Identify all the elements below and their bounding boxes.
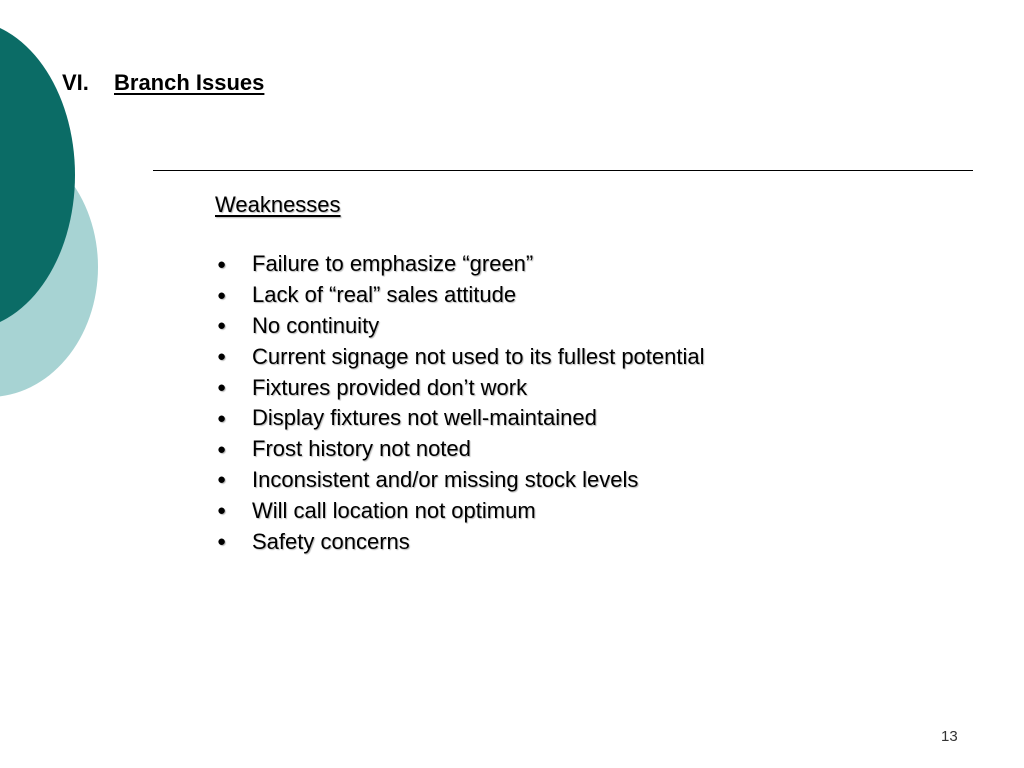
list-item	[215, 311, 705, 342]
list-item-text: No continuity	[252, 312, 380, 338]
list-item	[215, 403, 705, 434]
bullet-dot-icon: ●	[217, 502, 227, 520]
section-heading	[62, 70, 264, 96]
bullet-dot-icon: ●	[217, 379, 227, 397]
bullet-dot-icon: ●	[217, 317, 227, 335]
list-item-text: Display fixtures not well-maintained	[252, 405, 597, 431]
bullet-dot-icon: ●	[217, 533, 227, 551]
list-item-text: Fixtures provided don’t work	[252, 374, 528, 400]
list-item-text: Current signage not used to its fullest potential	[252, 343, 705, 369]
weaknesses-subheading: Weaknesses	[215, 192, 341, 217]
list-item	[215, 465, 705, 496]
horizontal-rule	[153, 170, 973, 171]
bullet-dot-icon: ●	[217, 471, 227, 489]
list-item	[215, 495, 705, 526]
section-number: VI.	[62, 70, 89, 95]
list-item-text: Will call location not optimum	[252, 497, 536, 523]
list-item	[215, 249, 705, 280]
section-title: Branch Issues	[114, 70, 265, 95]
content-block	[215, 190, 705, 557]
list-item	[215, 372, 705, 403]
list-item-text: Frost history not noted	[252, 436, 471, 462]
list-item-text: Inconsistent and/or missing stock levels	[252, 466, 639, 492]
bullet-dot-icon: ●	[217, 348, 227, 366]
list-item	[215, 434, 705, 465]
list-item-text: Failure to emphasize “green”	[252, 251, 534, 277]
page-number: 13	[941, 728, 958, 745]
list-item	[215, 526, 705, 557]
bullet-dot-icon: ●	[217, 286, 227, 304]
bullet-dot-icon: ●	[217, 440, 227, 458]
list-item-text: Lack of “real” sales attitude	[252, 282, 517, 308]
list-item-text: Safety concerns	[252, 528, 410, 554]
bullet-dot-icon: ●	[217, 409, 227, 427]
bullet-dot-icon: ●	[217, 255, 227, 273]
list-item	[215, 341, 705, 372]
list-item	[215, 280, 705, 311]
weaknesses-list	[215, 249, 705, 557]
